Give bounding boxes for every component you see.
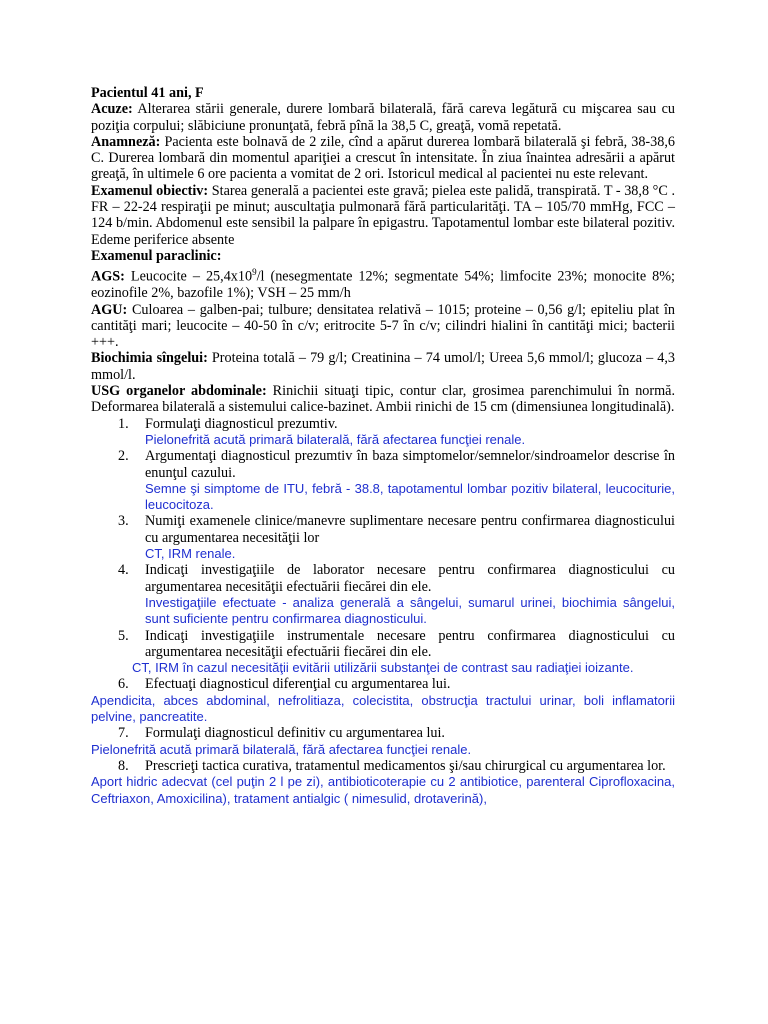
question-item-5 bbox=[118, 628, 675, 661]
agu-label: AGU: bbox=[91, 301, 128, 318]
question-number: 2. bbox=[118, 448, 129, 465]
answer-text: Investigaţiile efectuate - analiza generală a sângelui, sumarul urinei, biochimia sângelui, sunt suficiente pentru confirmarea diagnosticului. bbox=[145, 594, 675, 627]
ags-label: AGS: bbox=[91, 269, 125, 285]
question-number: 6. bbox=[118, 676, 129, 693]
question-text: Prescrieţi tactica curativa, tratamentul medicamentos şi/sau chirurgical cu argumentarea lor. bbox=[145, 757, 666, 774]
ags-text-b: /l (nesegmentate 12%; segmentate 54%; limfocite 23%; monocite 8%; eozinofile 2%, bazofile 1%); VSH – 25 mm/h bbox=[91, 269, 675, 302]
answer-text-8: Aport hidric adecvat (cel puţin 2 l pe zi), antibioticoterapie cu 2 antibiotice, parenteral Ciprofloxacina, Ceftriaxon, Amoxicilina), tratament antialgic ( nimesulid, drotaverină), bbox=[91, 774, 675, 806]
question-text: Indicaţi investigaţiile de laborator necesare pentru confirmarea diagnosticului cu argumentarea necesităţii efectuării fiecărei din ele. bbox=[145, 562, 675, 595]
examen-obiectiv-paragraph bbox=[91, 183, 675, 248]
document-page bbox=[91, 85, 675, 807]
question-item-7 bbox=[118, 725, 675, 741]
answer-text-5: CT, IRM în cazul necesităţii evitării utilizării substanţei de contrast sau radiaţiei ioizante. bbox=[132, 660, 634, 676]
acuze-paragraph bbox=[91, 101, 675, 134]
answer-text-7: Pielonefrită acută primară bilaterală, fără afectarea funcţiei renale. bbox=[91, 741, 472, 757]
agu-paragraph bbox=[91, 302, 675, 351]
usg-paragraph bbox=[91, 383, 675, 416]
question-item-8 bbox=[118, 758, 675, 774]
question-number: 1. bbox=[118, 415, 129, 432]
acuze-text: Alterarea stării generale, durere lombară bilaterală, fără careva legătură cu mişcarea sau cu poziţia corpului; slăbiciune pronunţată, febră pînă la 38,5 C, greaţă, vomă repetată. bbox=[91, 101, 675, 134]
answer-text: Semne şi simptome de ITU, febră - 38.8, tapotamentul lombar pozitiv bilateral, leucociturie, leucocitoza. bbox=[145, 480, 675, 513]
question-item-6 bbox=[118, 676, 675, 692]
questions-list bbox=[91, 416, 675, 807]
patient-title: Pacientul 41 ani, F bbox=[91, 85, 204, 101]
question-text: Formulaţi diagnosticul prezumtiv. bbox=[145, 415, 338, 432]
question-text: Numiţi examenele clinice/manevre suplimentare necesare pentru confirmarea diagnosticului cu argumentarea necesităţii lor bbox=[145, 513, 675, 546]
anamneza-paragraph bbox=[91, 134, 675, 183]
biochimia-text: Proteina totală – 79 g/l; Creatinina – 74 umol/l; Ureea 5,6 mmol/l; glucoza – 4,3 mmol/l. bbox=[91, 350, 676, 383]
question-number: 7. bbox=[118, 725, 129, 742]
question-item-2 bbox=[118, 448, 675, 513]
biochimia-label: Biochimia sîngelui: bbox=[91, 350, 208, 367]
question-number: 4. bbox=[118, 562, 129, 579]
question-text: Argumentaţi diagnosticul prezumtiv în baza simptomelor/semnelor/sindroamelor descrise în enunţul cazului. bbox=[145, 448, 675, 481]
answer-text: Pielonefrită acută primară bilaterală, fără afectarea funcţiei renale. bbox=[145, 431, 526, 447]
anamneza-label: Anamneză: bbox=[91, 133, 161, 150]
usg-text: Rinichii situaţi tipic, contur clar, grosimea parenchimului în normă. Deformarea bilaterală a sistemului calice-bazinet. Ambii rinichi de 15 cm (dimensiunea longitudinală). bbox=[91, 383, 675, 416]
anamneza-text: Pacienta este bolnavă de 2 zile, cînd a apărut durerea lombară bilaterală şi febră, 38-38,6 C. Durerea lombară din momentul apariţiei a crescut în intensitate. În ziua înaintea adresării a apărut greaţă, în ultimele 6 ore pacienta a vomitat de 2 ori. Istoricul medical al pacientei nu este relevant. bbox=[91, 133, 675, 183]
question-number: 5. bbox=[118, 627, 129, 644]
examen-paraclinic-heading: Examenul paraclinic: bbox=[91, 247, 222, 264]
agu-text: Culoarea – galben-pai; tulbure; densitatea relativă – 1015; proteine – 0,56 g/l; epiteliu plat în cantităţi mari; leucocite – 40-50 în c/v; eritrocite 5-7 în c/v; cilindri hialini în cantităţi mici; bacterii +++. bbox=[91, 301, 675, 351]
ags-paragraph bbox=[91, 264, 675, 301]
question-item-3 bbox=[118, 513, 675, 562]
question-number: 8. bbox=[118, 757, 129, 774]
answer-text-6: Apendicita, abces abdominal, nefrolitiaza, colecistita, obstrucţia tractului urinar, boli inflamatorii pelvine, pancreatite. bbox=[91, 692, 675, 725]
question-number: 3. bbox=[118, 513, 129, 530]
question-item-1 bbox=[118, 416, 675, 449]
question-text: Efectuaţi diagnosticul diferenţial cu argumentarea lui. bbox=[145, 676, 451, 693]
ags-superscript: 9 bbox=[252, 267, 257, 278]
biochimia-paragraph bbox=[91, 350, 675, 383]
examen-obiectiv-text: Starea generală a pacientei este gravă; pielea este palidă, transpirată. T - 38,8 °C . FR – 22-24 respiraţii pe minut; auscultaţia pulmonară fără particularităţi. TA – 105/70 mmHg, FCC – 124 b/min. Abdomenul este sensibil la palpare în epigastru. Tapotamentul lombar este bilateral pozitiv. Edeme periferice absente bbox=[91, 182, 675, 248]
question-text: Indicaţi investigaţiile instrumentale necesare pentru confirmarea diagnosticului cu argumentarea necesităţii efectuării fiecărei din ele. bbox=[145, 627, 675, 660]
question-item-4 bbox=[118, 562, 675, 627]
acuze-label: Acuze: bbox=[91, 101, 133, 118]
ags-text-a: Leucocite – 25,4x10 bbox=[124, 269, 253, 285]
answer-text: CT, IRM renale. bbox=[145, 546, 236, 562]
usg-label: USG organelor abdominale: bbox=[91, 383, 267, 400]
examen-obiectiv-label: Examenul obiectiv: bbox=[91, 182, 209, 199]
question-text: Formulaţi diagnosticul definitiv cu argumentarea lui. bbox=[145, 725, 445, 742]
